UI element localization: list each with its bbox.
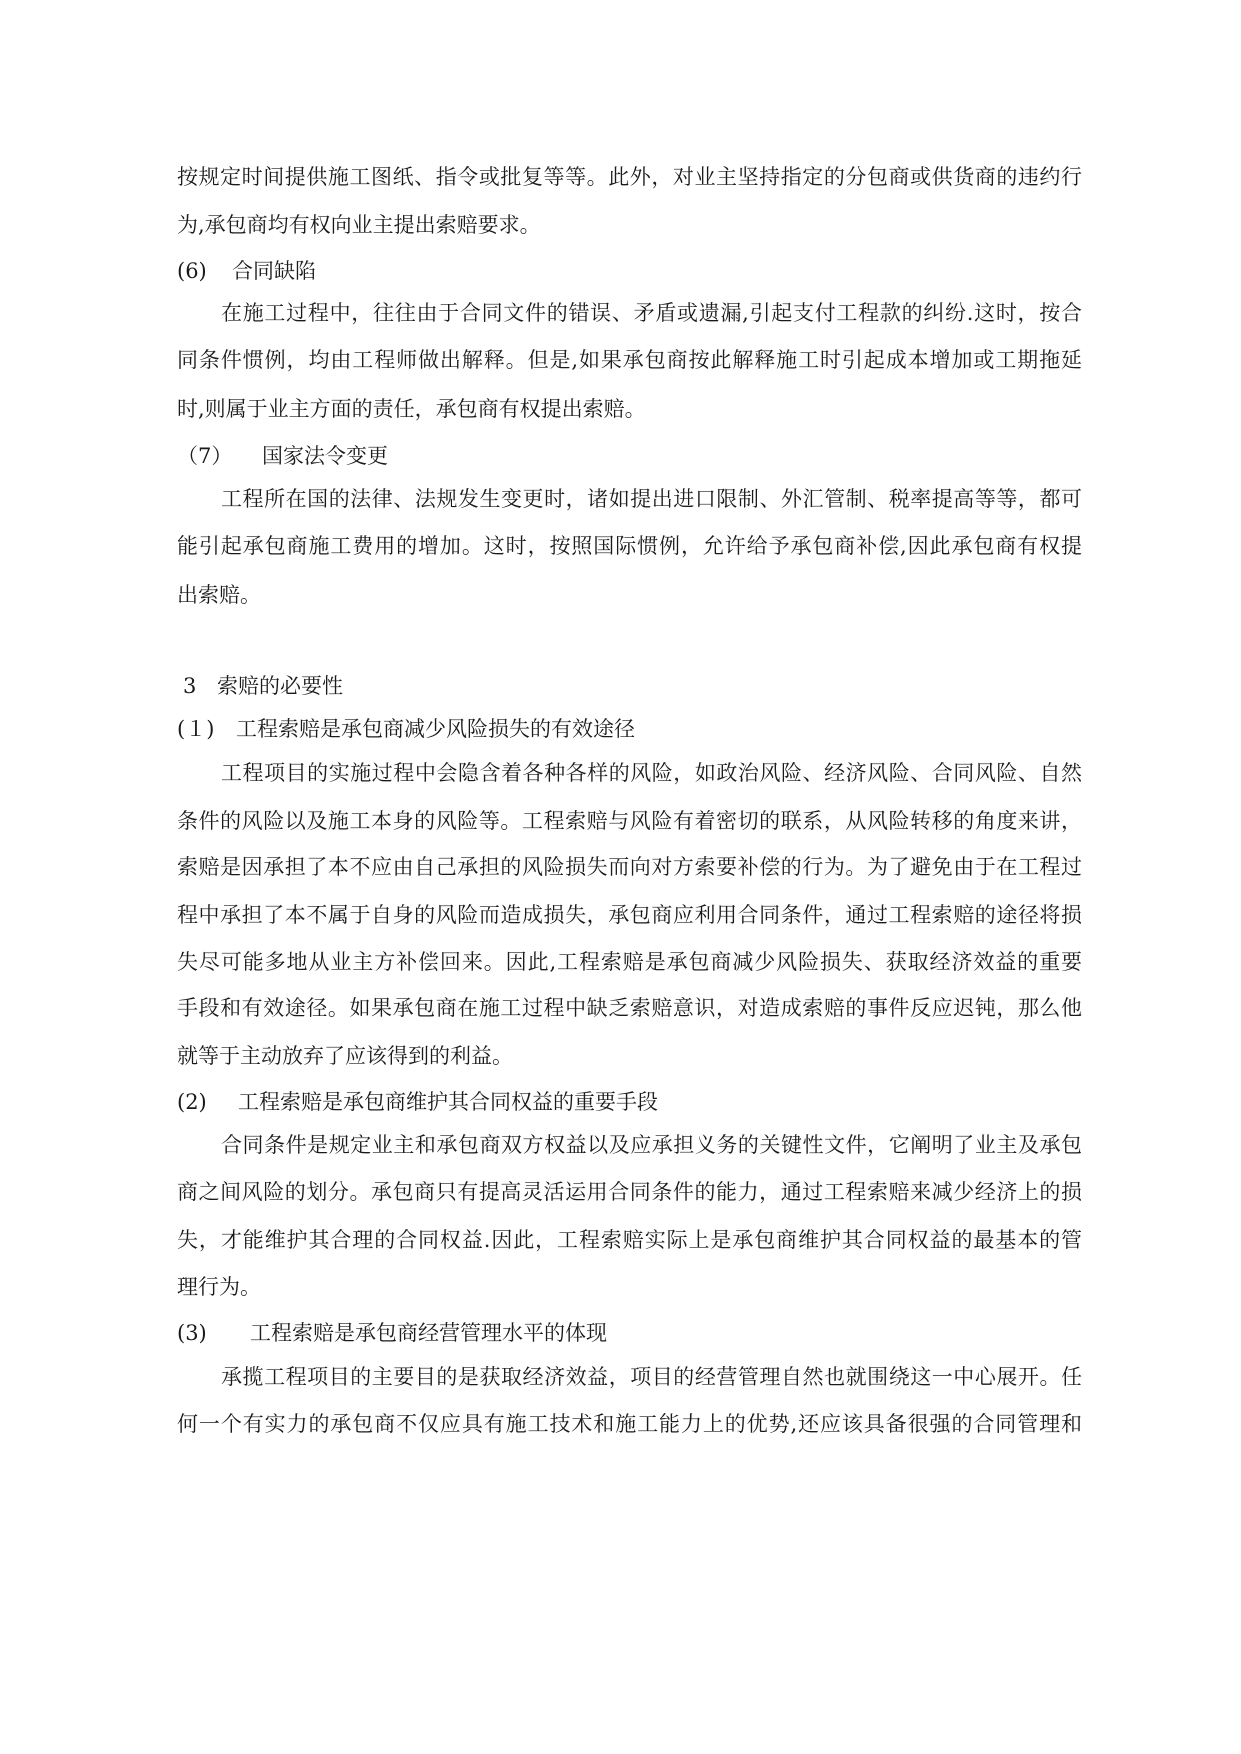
item-7-title: 国家法令变更 — [262, 444, 388, 468]
paragraph-line: 在施工过程中，往往由于合同文件的错误、矛盾或遗漏,引起支付工程款的纠纷.这时，按合 — [221, 301, 1082, 325]
point-2-title: 工程索赔是承包商维护其合同权益的重要手段 — [238, 1090, 658, 1114]
section-3-number: 3 — [183, 674, 197, 698]
paragraph-line: 按规定时间提供施工图纸、指令或批复等等。此外，对业主坚持指定的分包商或供货商的违约行 — [177, 165, 1082, 189]
point-1-number: (１) — [177, 717, 215, 741]
paragraph-line: 时,则属于业主方面的责任，承包商有权提出索赔。 — [177, 397, 646, 421]
paragraph-line: 程中承担了本不属于自身的风险而造成损失，承包商应利用合同条件，通过工程索赔的途径将损 — [177, 903, 1082, 927]
point-1-heading — [177, 714, 877, 744]
paragraph-line: 条件的风险以及施工本身的风险等。工程索赔与风险有着密切的联系，从风险转移的角度来讲， — [177, 809, 1082, 833]
item-6-heading — [177, 256, 477, 286]
paragraph-line: 能引起承包商施工费用的增加。这时，按照国际惯例，允许给予承包商补偿,因此承包商有权提 — [177, 534, 1082, 558]
point-2-heading — [177, 1087, 877, 1117]
paragraph-line: 承揽工程项目的主要目的是获取经济效益，项目的经营管理自然也就围绕这一中心展开。任 — [221, 1365, 1082, 1389]
point-2-number: (2) — [177, 1090, 207, 1114]
item-6-number: (6) — [177, 259, 207, 283]
paragraph-line: 失尽可能多地从业主方补偿回来。因此,工程索赔是承包商减少风险损失、获取经济效益的重要 — [177, 950, 1082, 974]
paragraph-line: 手段和有效途径。如果承包商在施工过程中缺乏索赔意识，对造成索赔的事件反应迟钝，那么他 — [177, 996, 1082, 1020]
paragraph-line: 同条件惯例，均由工程师做出解释。但是,如果承包商按此解释施工时引起成本增加或工期拖延 — [177, 348, 1082, 372]
paragraph-line: 工程所在国的法律、法规发生变更时，诸如提出进口限制、外汇管制、税率提高等等，都可 — [221, 487, 1082, 511]
point-1-title: 工程索赔是承包商减少风险损失的有效途径 — [236, 717, 635, 741]
point-3-heading — [177, 1318, 877, 1348]
item-7-heading — [177, 441, 477, 471]
item-7-number: （7） — [177, 444, 233, 468]
section-3-title: 索赔的必要性 — [217, 674, 343, 698]
item-6-title: 合同缺陷 — [232, 259, 316, 283]
paragraph-line: 出索赔。 — [177, 583, 261, 607]
paragraph-line: 索赔是因承担了本不应由自己承担的风险损失而向对方索要补偿的行为。为了避免由于在工程过 — [177, 855, 1082, 879]
paragraph-line: 理行为。 — [177, 1275, 261, 1299]
paragraph-line: 合同条件是规定业主和承包商双方权益以及应承担义务的关键性文件，它阐明了业主及承包 — [221, 1133, 1082, 1157]
paragraph-line: 工程项目的实施过程中会隐含着各种各样的风险，如政治风险、经济风险、合同风险、自然 — [221, 761, 1082, 785]
section-3-heading — [177, 671, 477, 701]
paragraph-line: 就等于主动放弃了应该得到的利益。 — [177, 1044, 513, 1068]
paragraph-line: 为,承包商均有权向业主提出索赔要求。 — [177, 213, 541, 237]
point-3-number: (3) — [177, 1321, 207, 1345]
point-3-title: 工程索赔是承包商经营管理水平的体现 — [250, 1321, 607, 1345]
paragraph-line: 何一个有实力的承包商不仅应具有施工技术和施工能力上的优势,还应该具备很强的合同管理和 — [177, 1412, 1082, 1436]
paragraph-line: 商之间风险的划分。承包商只有提高灵活运用合同条件的能力，通过工程索赔来减少经济上的损 — [177, 1180, 1082, 1204]
paragraph-line: 失，才能维护其合理的合同权益.因此，工程索赔实际上是承包商维护其合同权益的最基本的管 — [177, 1228, 1082, 1252]
